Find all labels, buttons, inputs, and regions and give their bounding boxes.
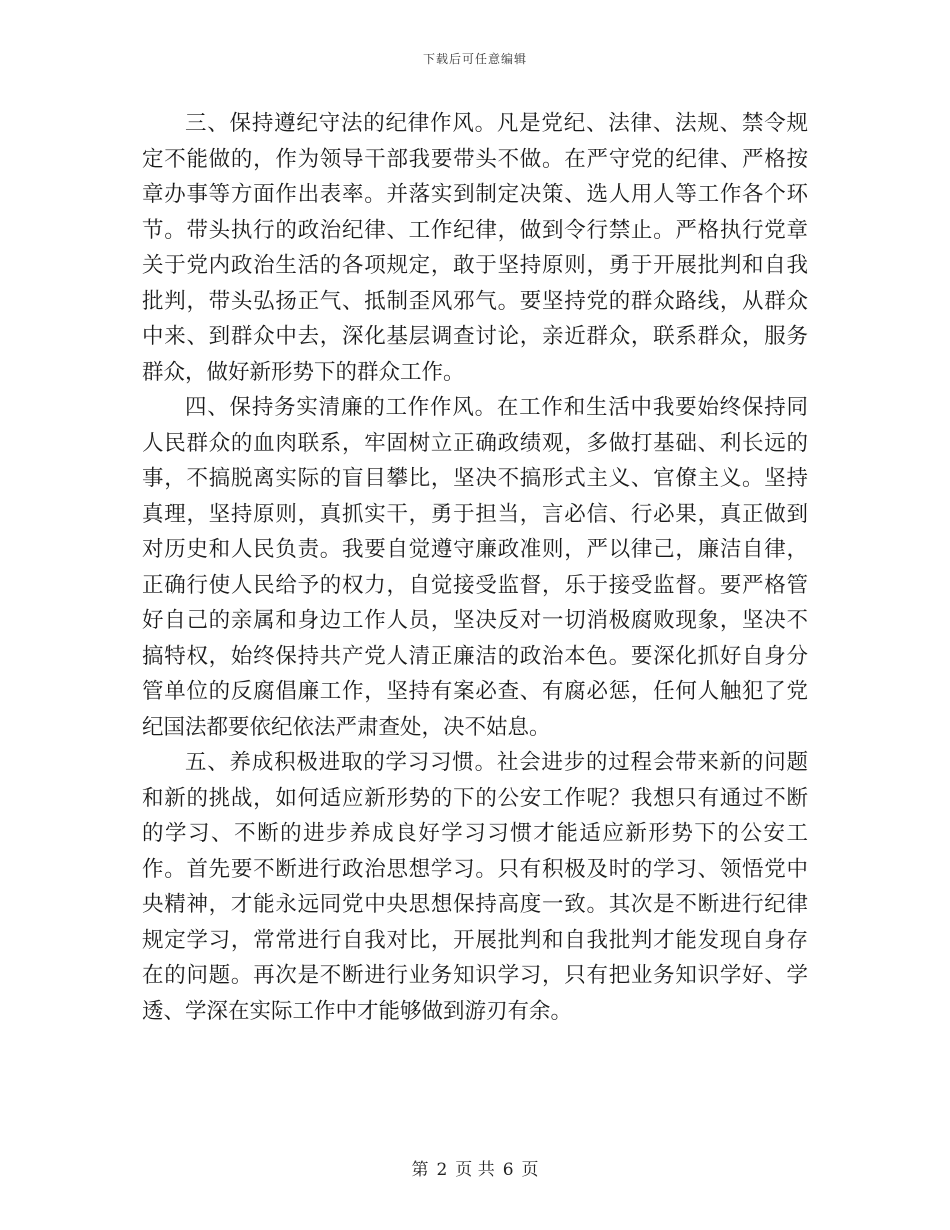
footer-middle: 页 共 — [455, 1160, 495, 1180]
document-body — [142, 106, 808, 1029]
footer-suffix: 页 — [521, 1160, 539, 1180]
page-header: 下载后可任意编辑 — [422, 52, 527, 66]
paragraph-learning: 五、养成积极进取的学习习惯。社会进步的过程会带来新的问题和新的挑战，如何适应新形势的下的公安工作呢？我想只有通过不断的学习、不断的进步养成良好学习习惯才能适应新形势下的公安工作。首先要不断进行政治思想学习。只有积极及时的学习、领悟党中央精神，才能永远同党中央思想保持高度一致。其次是不断进行纪律规定学习，常常进行自我对比，开展批判和自我批判才能发现自身存在的问题。再次是不断进行业务知识学习，只有把业务知识学好、学透、学深在实际工作中才能够做到游刃有余。 — [142, 750, 808, 1024]
footer-total-pages: 6 — [502, 1160, 514, 1180]
footer-current-page: 2 — [436, 1160, 448, 1180]
paragraph-integrity: 四、保持务实清廉的工作作风。在工作和生活中我要始终保持同人民群众的血肉联系，牢固树立正确政绩观，多做打基础、利长远的事，不搞脱离实际的盲目攀比，坚决不搞形式主义、官僚主义。坚持真理，坚持原则，真抓实干，勇于担当，言必信、行必果，真正做到对历史和人民负责。我要自觉遵守廉政准则，严以律己，廉洁自律，正确行使人民给予的权力，自觉接受监督，乐于接受监督。要严格管好自己的亲属和身边工作人员，坚决反对一切消极腐败现象，坚决不搞特权，始终保持共产党人清正廉洁的政治本色。要深化抓好自身分管单位的反腐倡廉工作，坚持有案必查、有腐必惩，任何人触犯了党纪国法都要依纪依法严肃查处，决不姑息。 — [142, 395, 808, 740]
footer-prefix: 第 — [411, 1160, 429, 1180]
page-footer — [0, 1155, 950, 1180]
paragraph-discipline: 三、保持遵纪守法的纪律作风。凡是党纪、法律、法规、禁令规定不能做的，作为领导干部我要带头不做。在严守党的纪律、严格按章办事等方面作出表率。并落实到制定决策、选人用人等工作各个环节。带头执行的政治纪律、工作纪律，做到令行禁止。严格执行党章关于党内政治生活的各项规定，敢于坚持原则，勇于开展批判和自我批判，带头弘扬正气、抵制歪风邪气。要坚持党的群众路线，从群众中来、到群众中去，深化基层调查讨论，亲近群众，联系群众，服务群众，做好新形势下的群众工作。 — [142, 111, 808, 385]
